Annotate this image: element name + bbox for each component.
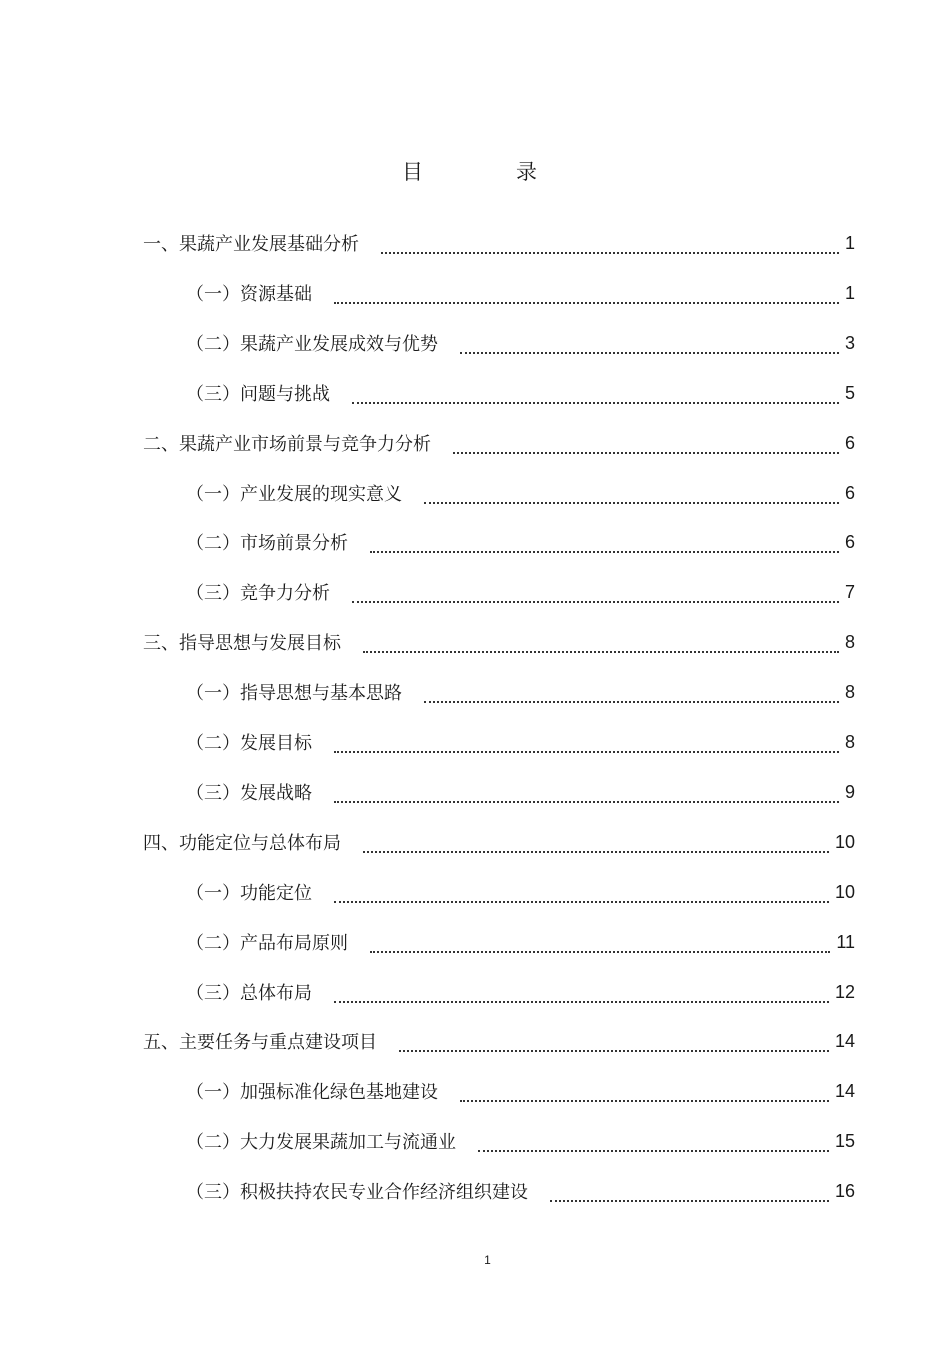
toc-entry-label: 五、主要任务与重点建设项目 (143, 1032, 377, 1053)
toc-entry-page: 6 (844, 432, 855, 453)
toc-entry-label: （一）指导思想与基本思路 (186, 683, 402, 704)
toc-entry-label: （一）加强标准化绿色基地建设 (186, 1082, 438, 1103)
toc-subsection-entry[interactable] (186, 777, 855, 807)
toc-dot-leader (478, 1140, 829, 1152)
toc-entry-page: 14 (834, 1080, 855, 1101)
toc-entry-page: 1 (844, 282, 855, 303)
toc-dot-leader (334, 791, 839, 803)
toc-subsection-entry[interactable] (186, 378, 855, 408)
toc-entry-page: 16 (834, 1180, 855, 1201)
toc-entry-page: 1 (844, 232, 855, 253)
toc-entry-page: 9 (844, 781, 855, 802)
toc-entry-page: 11 (836, 931, 855, 952)
toc-dot-leader (399, 1040, 829, 1052)
toc-dot-leader (460, 342, 839, 354)
toc-subsection-entry[interactable] (186, 577, 855, 607)
toc-section-entry[interactable] (143, 428, 855, 458)
toc-section-entry[interactable] (143, 1026, 855, 1056)
toc-dot-leader (370, 541, 839, 553)
toc-subsection-entry[interactable] (186, 1176, 855, 1206)
toc-entry-label: （一）资源基础 (186, 284, 312, 305)
toc-entry-page: 10 (834, 881, 855, 902)
toc-dot-leader (460, 1090, 829, 1102)
toc-entry-page: 6 (844, 531, 855, 552)
toc-entry-label: （一）功能定位 (186, 883, 312, 904)
toc-entry-page: 14 (834, 1030, 855, 1051)
toc-entry-label: （三）竞争力分析 (186, 583, 330, 604)
toc-subsection-entry[interactable] (186, 1126, 855, 1156)
toc-subsection-entry[interactable] (186, 328, 855, 358)
toc-entry-page: 7 (844, 581, 855, 602)
toc-entry-label: （三）发展战略 (186, 783, 312, 804)
toc-entry-label: （三）总体布局 (186, 983, 312, 1004)
toc-subsection-entry[interactable] (186, 1076, 855, 1106)
toc-entry-label: （二）产品布局原则 (186, 933, 348, 954)
toc-entry-label: （二）果蔬产业发展成效与优势 (186, 334, 438, 355)
toc-dot-leader (363, 841, 829, 853)
toc-dot-leader (352, 392, 839, 404)
toc-subsection-entry[interactable] (186, 927, 855, 957)
toc-entry-label: （二）大力发展果蔬加工与流通业 (186, 1132, 456, 1153)
toc-title: 目 录 (402, 160, 573, 184)
toc-entry-page: 6 (844, 482, 855, 503)
toc-section-entry[interactable] (143, 627, 855, 657)
toc-entry-page: 5 (844, 382, 855, 403)
toc-dot-leader (370, 941, 830, 953)
toc-dot-leader (550, 1190, 829, 1202)
toc-section-entry[interactable] (143, 228, 855, 258)
toc-dot-leader (424, 492, 839, 504)
toc-dot-leader (334, 991, 829, 1003)
toc-dot-leader (453, 442, 839, 454)
toc-entry-page: 12 (834, 981, 855, 1002)
toc-subsection-entry[interactable] (186, 877, 855, 907)
toc-section-entry[interactable] (143, 827, 855, 857)
page-number: 1 (484, 1253, 491, 1267)
toc-dot-leader (334, 891, 829, 903)
toc-entry-label: 三、指导思想与发展目标 (143, 633, 341, 654)
toc-entry-label: 四、功能定位与总体布局 (143, 833, 341, 854)
toc-entry-page: 8 (844, 631, 855, 652)
toc-entry-page: 15 (834, 1130, 855, 1151)
toc-entry-label: 二、果蔬产业市场前景与竞争力分析 (143, 434, 431, 455)
toc-dot-leader (381, 242, 839, 254)
toc-entry-label: （二）发展目标 (186, 733, 312, 754)
toc-subsection-entry[interactable] (186, 278, 855, 308)
toc-subsection-entry[interactable] (186, 977, 855, 1007)
toc-entry-page: 10 (834, 831, 855, 852)
toc-dot-leader (352, 591, 839, 603)
toc-dot-leader (424, 691, 839, 703)
toc-subsection-entry[interactable] (186, 527, 855, 557)
toc-entry-page: 8 (844, 681, 855, 702)
toc-entry-label: （三）积极扶持农民专业合作经济组织建设 (186, 1182, 528, 1203)
toc-entry-label: 一、果蔬产业发展基础分析 (143, 234, 359, 255)
toc-dot-leader (363, 641, 839, 653)
toc-dot-leader (334, 292, 839, 304)
toc-entry-page: 8 (844, 731, 855, 752)
toc-subsection-entry[interactable] (186, 677, 855, 707)
toc-dot-leader (334, 741, 839, 753)
toc-entry-label: （一）产业发展的现实意义 (186, 484, 402, 505)
toc-entry-label: （三）问题与挑战 (186, 384, 330, 405)
toc-entry-label: （二）市场前景分析 (186, 533, 348, 554)
toc-entry-page: 3 (844, 332, 855, 353)
toc-subsection-entry[interactable] (186, 727, 855, 757)
toc-subsection-entry[interactable] (186, 478, 855, 508)
